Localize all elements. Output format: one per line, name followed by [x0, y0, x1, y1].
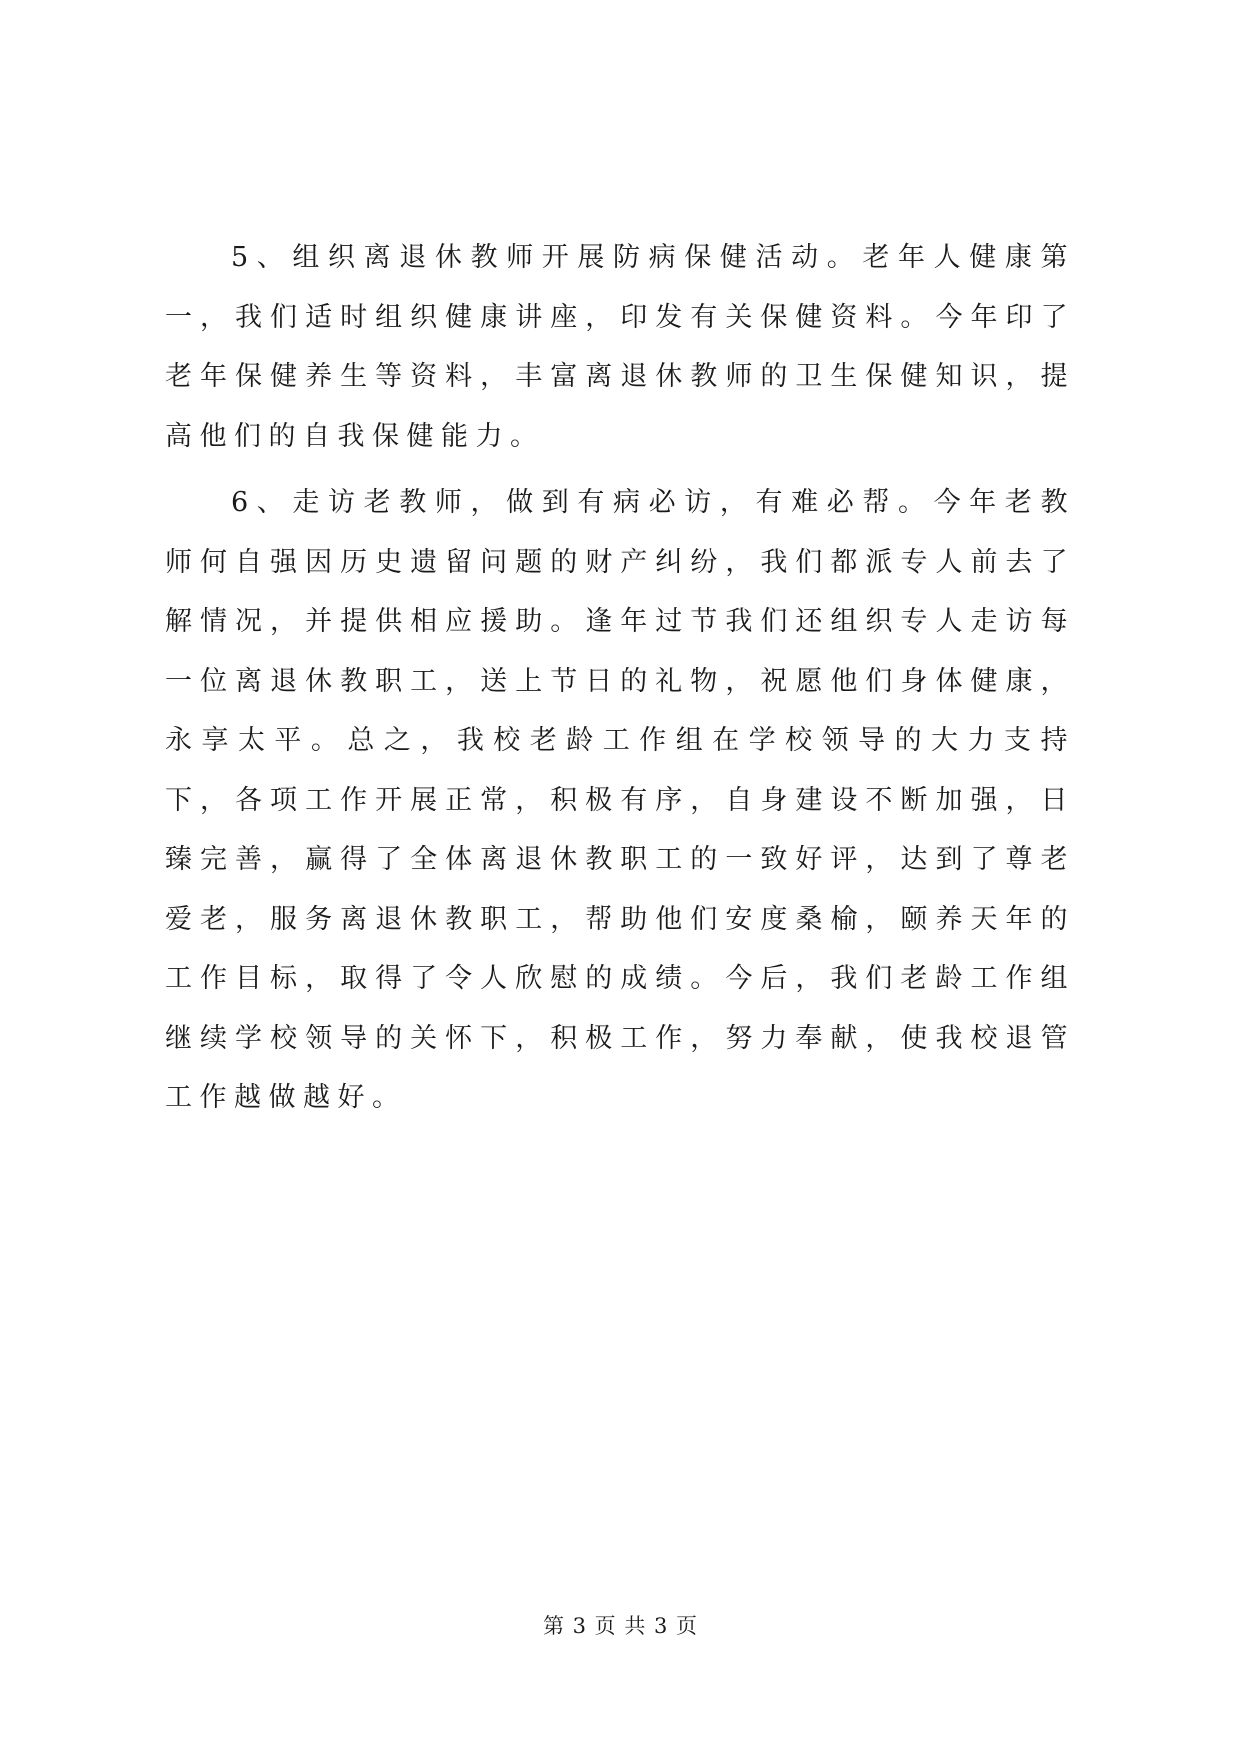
document-body	[165, 228, 1075, 1135]
page-footer: 第 3 页 共 3 页	[542, 1614, 699, 1638]
paragraph-visiting-teachers: 6、走访老教师，做到有病必访，有难必帮。今年老教师何自强因历史遗留问题的财产纠纷，我们都派专人前去了解情况，并提供相应援助。逢年过节我们还组织专人走访每一位离退休教职工，送上节日的礼物，祝愿他们身体健康，永享太平。总之，我校老龄工作组在学校领导的大力支持下，各项工作开展正常，积极有序，自身建设不断加强，日臻完善，赢得了全体离退休教职工的一致好评，达到了尊老爱老，服务离退休教职工，帮助他们安度桑榆，颐养天年的工作目标，取得了令人欣慰的成绩。今后，我们老龄工作组继续学校领导的关怀下，积极工作，努力奉献，使我校退管工作越做越好。	[165, 487, 1075, 1113]
paragraph-health-activities: 5、组织离退休教师开展防病保健活动。老年人健康第一，我们适时组织健康讲座，印发有关保健资料。今年印了老年保健养生等资料，丰富离退休教师的卫生保健知识，提高他们的自我保健能力。	[165, 242, 1075, 452]
